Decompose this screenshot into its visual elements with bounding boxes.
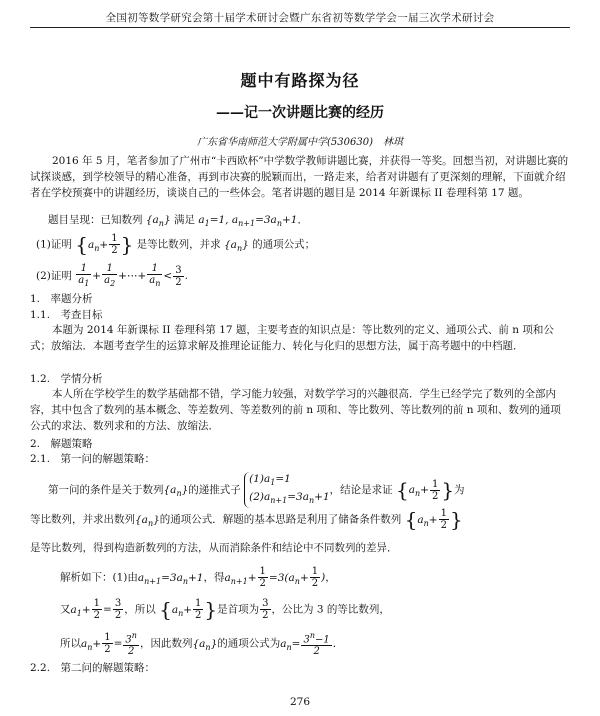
section-1-2-text: 本人所在学校学生的数学基础都不错，学习能力较强，对数学学习的兴趣很高．学生已经学完了数列的全部内容，其中包含了数列的基本概念、等差数列、等差数列的前 n 项和、等比数列、等比数列的前 n 项和、数列的通项公式的求法、数列求和的方法、放缩法． <box>30 388 561 432</box>
section-2-2-heading: 2.2. 第二问的解题策略： <box>30 662 156 674</box>
solution-line-2: 又$a_1+$ $\frac{1}{2}$ = $\frac{3}{2}$ ，所以 {$a_n+$ $\frac{1}{2}$ }是首项为 $\frac{3}{2}$ ，公比为 3 的等比数列， <box>60 597 390 622</box>
author-line: 广东省华南师范大学附属中学(530630) 林琪 <box>197 137 403 148</box>
running-header: 全国初等数学研究会第十届学术研讨会暨广东省初等数学学会一届三次学术研讨会 <box>105 12 495 24</box>
section-1-2-heading: 1.2. 学情分析 <box>30 373 103 385</box>
section-2-1-heading: 2.1. 第一问的解题策略： <box>30 453 156 465</box>
intro-paragraph: 2016 年 5 月，笔者参加了广州市“卡西欧杯”中学数学教师讲题比赛，并获得一等奖。回想当初，对讲题比赛的试探谈感，到学校领导的精心准备，再到市决赛的脱颖而出，一路走来，给者对讲题有了更深刻的理解，下面就介绍者在学校预赛中的讲题经历，谈谈自己的一些体会。笔者讲题的题目是 2014 年新课标 II 卷理科第 17 题。 <box>30 155 569 199</box>
problem-statement: 题目呈现：已知数列 $\{a_n\}$ 满足 $a_1=1$, $a_{n+1}=3a_n+1$． <box>48 214 308 229</box>
solution-line-3: 所以$a_n+$ $\frac{1}{2}$ = $\frac{3^n}{2}$ ，因此数列$\{a_n\}$的通项公式为$a_n=$ $\frac{3^n-1}{2}$ ． <box>60 631 344 658</box>
page-number: 276 <box>289 696 311 708</box>
strategy-line-1: 第一问的条件是关于数列$\{a_n\}$的递推式子 $(1)a_1=1$ $(2)a_{n+1}=3a_n+1$，结论是求证 {$a_n+$ $\frac{1}{2}$ }为 <box>48 472 588 508</box>
paper-title: 题中有路探为径 <box>240 71 360 90</box>
section-2-heading: 2. 解题策略 <box>30 438 93 450</box>
problem-part-2: (2)证明 $\frac{1}{a_1}$ + $\frac{1}{a_2}$ +⋯+ $\frac{1}{a_n}$ < $\frac{3}{2}$ . <box>36 263 188 288</box>
section-1-heading: 1. 率题分析 <box>30 293 93 305</box>
problem-part-1: (1)证明 {$a_n+$ $\frac{1}{2}$ } 是等比数列，并求 $\{a_n\}$ 的通项公式； <box>36 232 316 257</box>
header-rule <box>30 27 570 28</box>
section-1-1-text: 本题为 2014 年新课标 II 卷理科第 17 题，主要考查的知识点是：等比数列的定义、通项公式、前 n 项和公式；放缩法．本题考查学生的运算求解及推理论证能力、转化与化归的思想方法，属于高考题中的中档题． <box>30 324 554 352</box>
solution-line-1: 解析如下：(1)由$a_{n+1}=3a_n+1$，得$a_{n+1}+$ $\frac{1}{2}$ $=3(a_n+$ $\frac{1}{2}$ )， <box>60 566 336 589</box>
strategy-line-3: 是等比数列，得到构造新数列的方法，从而消除条件和结论中不同数列的差异． <box>30 542 398 554</box>
section-1-1-heading: 1.1. 考查目标 <box>30 309 103 321</box>
strategy-line-2: 等比数列，并求出数列$\{a_n\}$的通项公式．解题的基本思路是利用了储备条件数列 {$a_n+$ $\frac{1}{2}$ } <box>30 507 463 532</box>
paper-subtitle: ——记一次讲题比赛的经历 <box>216 105 384 121</box>
